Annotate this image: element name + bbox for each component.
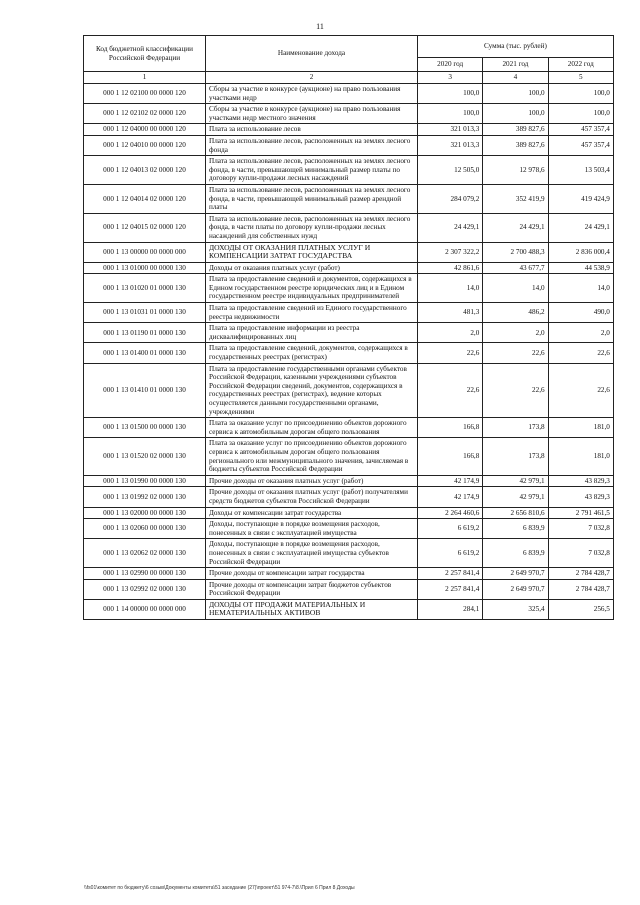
row-value-2020: 481,3 <box>418 303 483 323</box>
row-value-2020: 42 861,6 <box>418 262 483 274</box>
row-value-2020: 42 174,9 <box>418 487 483 507</box>
row-code: 000 1 13 01500 00 0000 130 <box>84 418 206 438</box>
row-value-2021: 486,2 <box>483 303 548 323</box>
row-value-2022: 13 503,4 <box>548 156 613 185</box>
row-name: Доходы от компенсации затрат государства <box>206 507 418 519</box>
row-value-2021: 14,0 <box>483 274 548 303</box>
row-code: 000 1 12 02102 02 0000 120 <box>84 104 206 124</box>
table-row <box>84 579 614 599</box>
row-value-2020: 284 079,2 <box>418 184 483 213</box>
row-name: ДОХОДЫ ОТ ПРОДАЖИ МАТЕРИАЛЬНЫХ И НЕМАТЕРИАЛЬНЫХ АКТИВОВ <box>206 599 418 619</box>
row-value-2021: 100,0 <box>483 104 548 124</box>
row-value-2021: 389 827,6 <box>483 135 548 155</box>
row-value-2022: 490,0 <box>548 303 613 323</box>
row-value-2021: 2 700 488,3 <box>483 242 548 262</box>
row-value-2021: 2 649 970,7 <box>483 579 548 599</box>
table-row <box>84 242 614 262</box>
row-name: Плата за использование лесов <box>206 124 418 136</box>
row-value-2022: 24 429,1 <box>548 213 613 242</box>
table-row <box>84 84 614 104</box>
header-year-2022: 2022 год <box>548 58 613 72</box>
row-value-2022: 22,6 <box>548 343 613 363</box>
row-value-2022: 2 791 461,5 <box>548 507 613 519</box>
row-value-2021: 22,6 <box>483 363 548 418</box>
row-value-2022: 7 032,8 <box>548 539 613 568</box>
table-row <box>84 184 614 213</box>
table-row <box>84 539 614 568</box>
row-name: Плата за предоставление сведений, документов, содержащихся в государственных реестрах (регистрах) <box>206 343 418 363</box>
row-value-2021: 43 677,7 <box>483 262 548 274</box>
row-code: 000 1 13 02992 02 0000 130 <box>84 579 206 599</box>
row-name: Плата за предоставление государственными органами субъектов Российской Федерации, казенными учреждениями субъектов Российской Федерации сведений, документов, содержащихся в государственных реестрах (регистрах), ведение которых осуществляется данными государственными органами, учреждениями <box>206 363 418 418</box>
row-code: 000 1 13 02062 02 0000 130 <box>84 539 206 568</box>
table-row <box>84 599 614 619</box>
row-code: 000 1 14 00000 00 0000 000 <box>84 599 206 619</box>
row-value-2021: 173,8 <box>483 438 548 475</box>
row-code: 000 1 13 02990 00 0000 130 <box>84 568 206 580</box>
row-value-2020: 42 174,9 <box>418 475 483 487</box>
row-value-2020: 2,0 <box>418 323 483 343</box>
row-code: 000 1 13 01031 01 0000 130 <box>84 303 206 323</box>
row-value-2021: 325,4 <box>483 599 548 619</box>
table-row <box>84 475 614 487</box>
row-value-2022: 457 357,4 <box>548 135 613 155</box>
row-value-2020: 2 307 322,2 <box>418 242 483 262</box>
row-name: Прочие доходы от оказания платных услуг (работ) <box>206 475 418 487</box>
col-number: 4 <box>483 72 548 84</box>
row-value-2021: 42 979,1 <box>483 487 548 507</box>
header-sum: Сумма (тыс. рублей) <box>418 36 614 58</box>
row-name: Плата за использование лесов, расположенных на землях лесного фонда, в части платы по договору купли-продажи лесных насаждений для собственных нужд <box>206 213 418 242</box>
row-code: 000 1 12 04014 02 0000 120 <box>84 184 206 213</box>
row-name: Плата за использование лесов, расположенных на землях лесного фонда, в части, превышающей минимальный размер арендной платы <box>206 184 418 213</box>
row-value-2020: 12 505,0 <box>418 156 483 185</box>
col-number: 1 <box>84 72 206 84</box>
row-value-2022: 2,0 <box>548 323 613 343</box>
row-code: 000 1 13 01000 00 0000 130 <box>84 262 206 274</box>
row-value-2020: 6 619,2 <box>418 539 483 568</box>
row-value-2022: 2 784 428,7 <box>548 579 613 599</box>
row-value-2020: 284,1 <box>418 599 483 619</box>
table-row <box>84 303 614 323</box>
row-code: 000 1 13 01992 02 0000 130 <box>84 487 206 507</box>
row-value-2020: 100,0 <box>418 104 483 124</box>
row-value-2022: 7 032,8 <box>548 519 613 539</box>
table-body <box>84 84 614 620</box>
row-name: Плата за использование лесов, расположенных на землях лесного фонда, в части, превышающей минимальный размер платы по договору купли-продажи лесных насаждений <box>206 156 418 185</box>
header-name: Наименование дохода <box>206 36 418 72</box>
row-name: Сборы за участие в конкурсе (аукционе) на право пользования участками недр <box>206 84 418 104</box>
row-value-2021: 173,8 <box>483 418 548 438</box>
row-code: 000 1 12 04015 02 0000 120 <box>84 213 206 242</box>
row-value-2022: 14,0 <box>548 274 613 303</box>
table-row <box>84 156 614 185</box>
table-row <box>84 363 614 418</box>
table-row <box>84 104 614 124</box>
row-value-2022: 256,5 <box>548 599 613 619</box>
row-value-2022: 457 357,4 <box>548 124 613 136</box>
table-row <box>84 213 614 242</box>
row-name: Плата за оказание услуг по присоединению объектов дорожного сервиса к автомобильным дорогам общего пользования регионального или межмуниципального значения, зачисляемая в бюджеты субъектов Российской Федерации <box>206 438 418 475</box>
row-name: Прочие доходы от компенсации затрат государства <box>206 568 418 580</box>
row-value-2021: 6 839,9 <box>483 539 548 568</box>
row-value-2021: 12 978,6 <box>483 156 548 185</box>
row-name: Доходы от оказания платных услуг (работ) <box>206 262 418 274</box>
header-year-2020: 2020 год <box>418 58 483 72</box>
header-year-2021: 2021 год <box>483 58 548 72</box>
table-row <box>84 135 614 155</box>
table-row <box>84 487 614 507</box>
header-code: Код бюджетной классификации Российской Федерации <box>84 36 206 72</box>
table-row <box>84 438 614 475</box>
table-row <box>84 418 614 438</box>
row-name: ДОХОДЫ ОТ ОКАЗАНИЯ ПЛАТНЫХ УСЛУГ И КОМПЕНСАЦИИ ЗАТРАТ ГОСУДАРСТВА <box>206 242 418 262</box>
row-name: Плата за использование лесов, расположенных на землях лесного фонда <box>206 135 418 155</box>
row-value-2022: 181,0 <box>548 438 613 475</box>
row-code: 000 1 13 01020 01 0000 130 <box>84 274 206 303</box>
row-value-2021: 352 419,9 <box>483 184 548 213</box>
row-name: Сборы за участие в конкурсе (аукционе) на право пользования участками недр местного значения <box>206 104 418 124</box>
row-value-2021: 22,6 <box>483 343 548 363</box>
table-row <box>84 274 614 303</box>
row-code: 000 1 13 01520 02 0000 130 <box>84 438 206 475</box>
row-value-2020: 2 257 841,4 <box>418 579 483 599</box>
row-name: Доходы, поступающие в порядке возмещения расходов, понесенных в связи с эксплуатацией имущества субъектов Российской Федерации <box>206 539 418 568</box>
row-value-2020: 24 429,1 <box>418 213 483 242</box>
table-row <box>84 124 614 136</box>
row-value-2020: 14,0 <box>418 274 483 303</box>
col-number: 5 <box>548 72 613 84</box>
row-value-2022: 2 784 428,7 <box>548 568 613 580</box>
row-value-2021: 2,0 <box>483 323 548 343</box>
page-number: 11 <box>316 22 324 31</box>
row-name: Плата за предоставление сведений из Единого государственного реестра недвижимости <box>206 303 418 323</box>
row-value-2022: 2 836 000,4 <box>548 242 613 262</box>
row-name: Прочие доходы от компенсации затрат бюджетов субъектов Российской Федерации <box>206 579 418 599</box>
table-row <box>84 519 614 539</box>
row-value-2022: 43 829,3 <box>548 487 613 507</box>
row-name: Прочие доходы от оказания платных услуг (работ) получателями средств бюджетов субъектов Российской Федерации <box>206 487 418 507</box>
row-code: 000 1 12 04000 00 0000 120 <box>84 124 206 136</box>
row-name: Плата за оказание услуг по присоединению объектов дорожного сервиса к автомобильным дорогам общего пользования <box>206 418 418 438</box>
row-code: 000 1 13 01410 01 0000 130 <box>84 363 206 418</box>
table-row <box>84 507 614 519</box>
col-number: 3 <box>418 72 483 84</box>
row-value-2020: 166,8 <box>418 438 483 475</box>
row-value-2020: 22,6 <box>418 363 483 418</box>
row-value-2021: 2 649 970,7 <box>483 568 548 580</box>
row-value-2021: 100,0 <box>483 84 548 104</box>
row-name: Доходы, поступающие в порядке возмещения расходов, понесенных в связи с эксплуатацией имущества <box>206 519 418 539</box>
row-value-2022: 43 829,3 <box>548 475 613 487</box>
revenue-table <box>83 35 614 620</box>
table-row <box>84 262 614 274</box>
row-value-2022: 419 424,9 <box>548 184 613 213</box>
row-value-2022: 44 538,9 <box>548 262 613 274</box>
row-value-2022: 100,0 <box>548 104 613 124</box>
row-value-2021: 6 839,9 <box>483 519 548 539</box>
row-name: Плата за предоставление сведений и документов, содержащихся в Едином государственном реестре юридических лиц и в Едином государственном реестре индивидуальных предпринимателей <box>206 274 418 303</box>
row-value-2020: 22,6 <box>418 343 483 363</box>
row-code: 000 1 13 01990 00 0000 130 <box>84 475 206 487</box>
row-code: 000 1 13 02060 00 0000 130 <box>84 519 206 539</box>
row-value-2022: 100,0 <box>548 84 613 104</box>
row-value-2021: 42 979,1 <box>483 475 548 487</box>
row-code: 000 1 13 00000 00 0000 000 <box>84 242 206 262</box>
row-code: 000 1 13 01400 01 0000 130 <box>84 343 206 363</box>
table-row <box>84 568 614 580</box>
row-code: 000 1 13 01190 01 0000 130 <box>84 323 206 343</box>
row-value-2020: 100,0 <box>418 84 483 104</box>
row-value-2020: 166,8 <box>418 418 483 438</box>
row-name: Плата за предоставление информации из реестра дисквалифицированных лиц <box>206 323 418 343</box>
row-value-2021: 24 429,1 <box>483 213 548 242</box>
row-code: 000 1 12 02100 00 0000 120 <box>84 84 206 104</box>
row-value-2021: 389 827,6 <box>483 124 548 136</box>
row-value-2022: 22,6 <box>548 363 613 418</box>
row-code: 000 1 12 04010 00 0000 120 <box>84 135 206 155</box>
row-value-2020: 6 619,2 <box>418 519 483 539</box>
table-row <box>84 323 614 343</box>
row-value-2022: 181,0 <box>548 418 613 438</box>
row-value-2020: 2 257 841,4 <box>418 568 483 580</box>
row-value-2020: 321 013,3 <box>418 135 483 155</box>
row-code: 000 1 13 02000 00 0000 130 <box>84 507 206 519</box>
file-path-footer: \\fs01\комитет по бюджету\6 созыв\Документы комитета\51 заседание (27)\проект\51 974-7\8.\Прил 6 Прил 8 Доходы <box>84 885 355 891</box>
row-value-2020: 321 013,3 <box>418 124 483 136</box>
row-value-2021: 2 656 810,6 <box>483 507 548 519</box>
row-code: 000 1 12 04013 02 0000 120 <box>84 156 206 185</box>
table-row <box>84 343 614 363</box>
row-value-2020: 2 264 460,6 <box>418 507 483 519</box>
col-number: 2 <box>206 72 418 84</box>
